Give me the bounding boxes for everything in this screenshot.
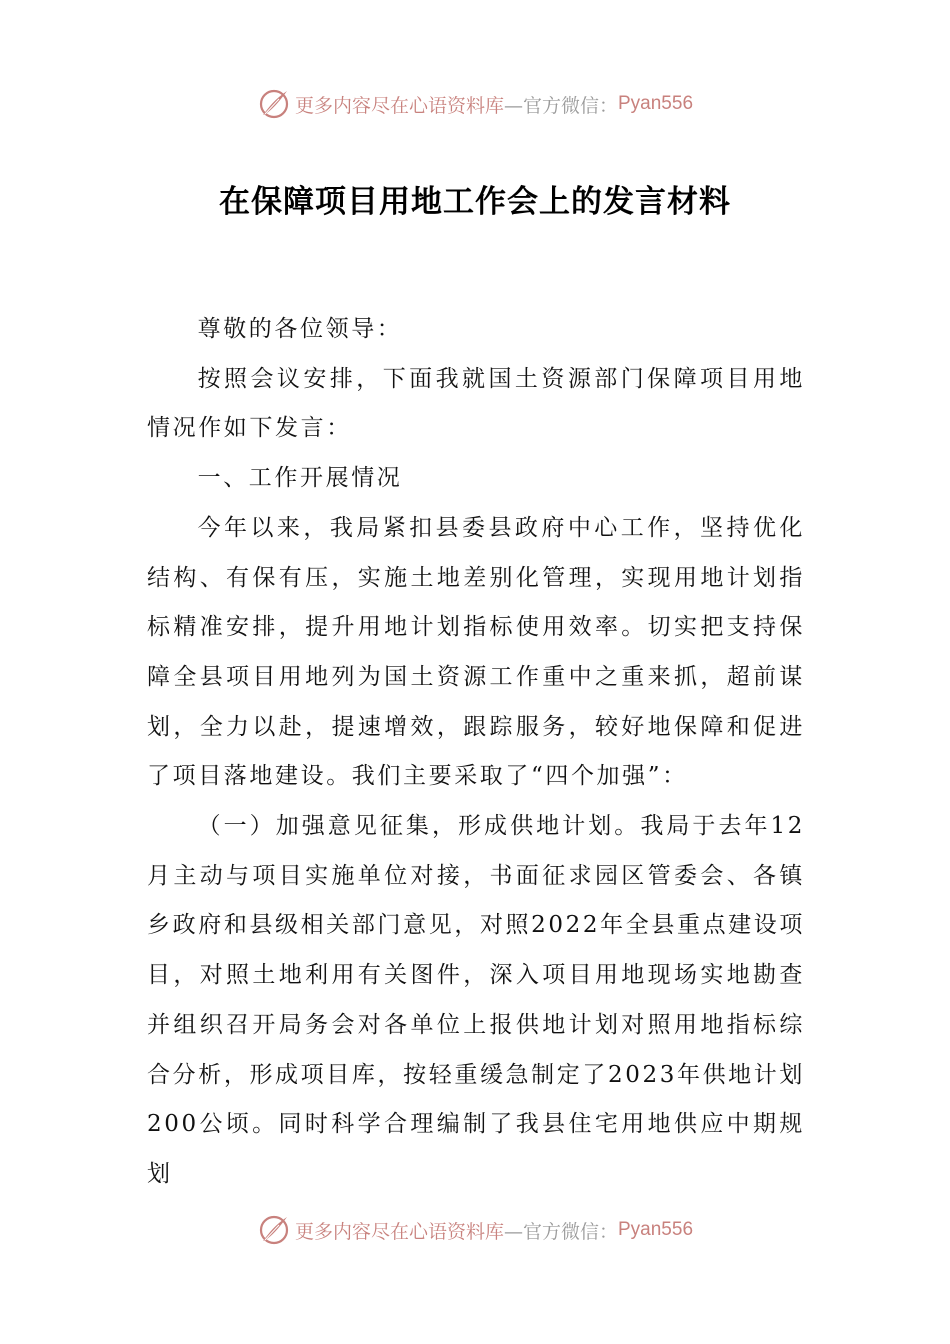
document-title: 在保障项目用地工作会上的发言材料 (219, 184, 731, 220)
document-body (147, 305, 805, 1200)
paragraph-salutation: 尊敬的各位领导： (197, 316, 403, 342)
watermark-separator: —官方微信： (503, 1220, 618, 1243)
watermark-brand: 更多内容尽在心语资料库 (294, 1220, 504, 1243)
paragraph-intro: 按照会议安排，下面我就国土资源部门保障项目用地情况作如下发言： (147, 365, 805, 442)
section-heading-1: 一、工作开展情况 (197, 465, 403, 492)
quill-logo-icon (257, 87, 291, 121)
watermark-header (0, 84, 950, 124)
watermark-wechat-id: Pyan556 (618, 93, 694, 114)
quill-logo-icon (257, 1213, 291, 1247)
watermark-brand: 更多内容尽在心语资料库 (294, 94, 504, 117)
watermark-wechat-id: Pyan556 (618, 1219, 694, 1240)
watermark-separator: —官方微信： (503, 94, 618, 117)
paragraph-subsection-1: （一）加强意见征集，形成供地计划。我局于去年12月主动与项目实施单位对接，书面征求园区管委会、各镇乡政府和县级相关部门意见，对照2022年全县重点建设项目，对照土地利用有关图件，深入项目用地现场实地勘查并组织召开局务会对各单位上报供地计划对照用地指标综合分析，形成项目库，按轻重缓急制定了2023年供地计划200公顷。同时科学合理编制了我县住宅用地供应中期规划 (147, 813, 805, 1187)
watermark-footer (0, 1210, 950, 1250)
paragraph-overview: 今年以来，我局紧扣县委县政府中心工作，坚持优化结构、有保有压，实施土地差别化管理，实现用地计划指标精准安排，提升用地计划指标使用效率。切实把支持保障全县项目用地列为国土资源工作重中之重来抓，超前谋划，全力以赴，提速增效，跟踪服务，较好地保障和促进了项目落地建设。我们主要采取了“四个加强”： (147, 514, 805, 790)
